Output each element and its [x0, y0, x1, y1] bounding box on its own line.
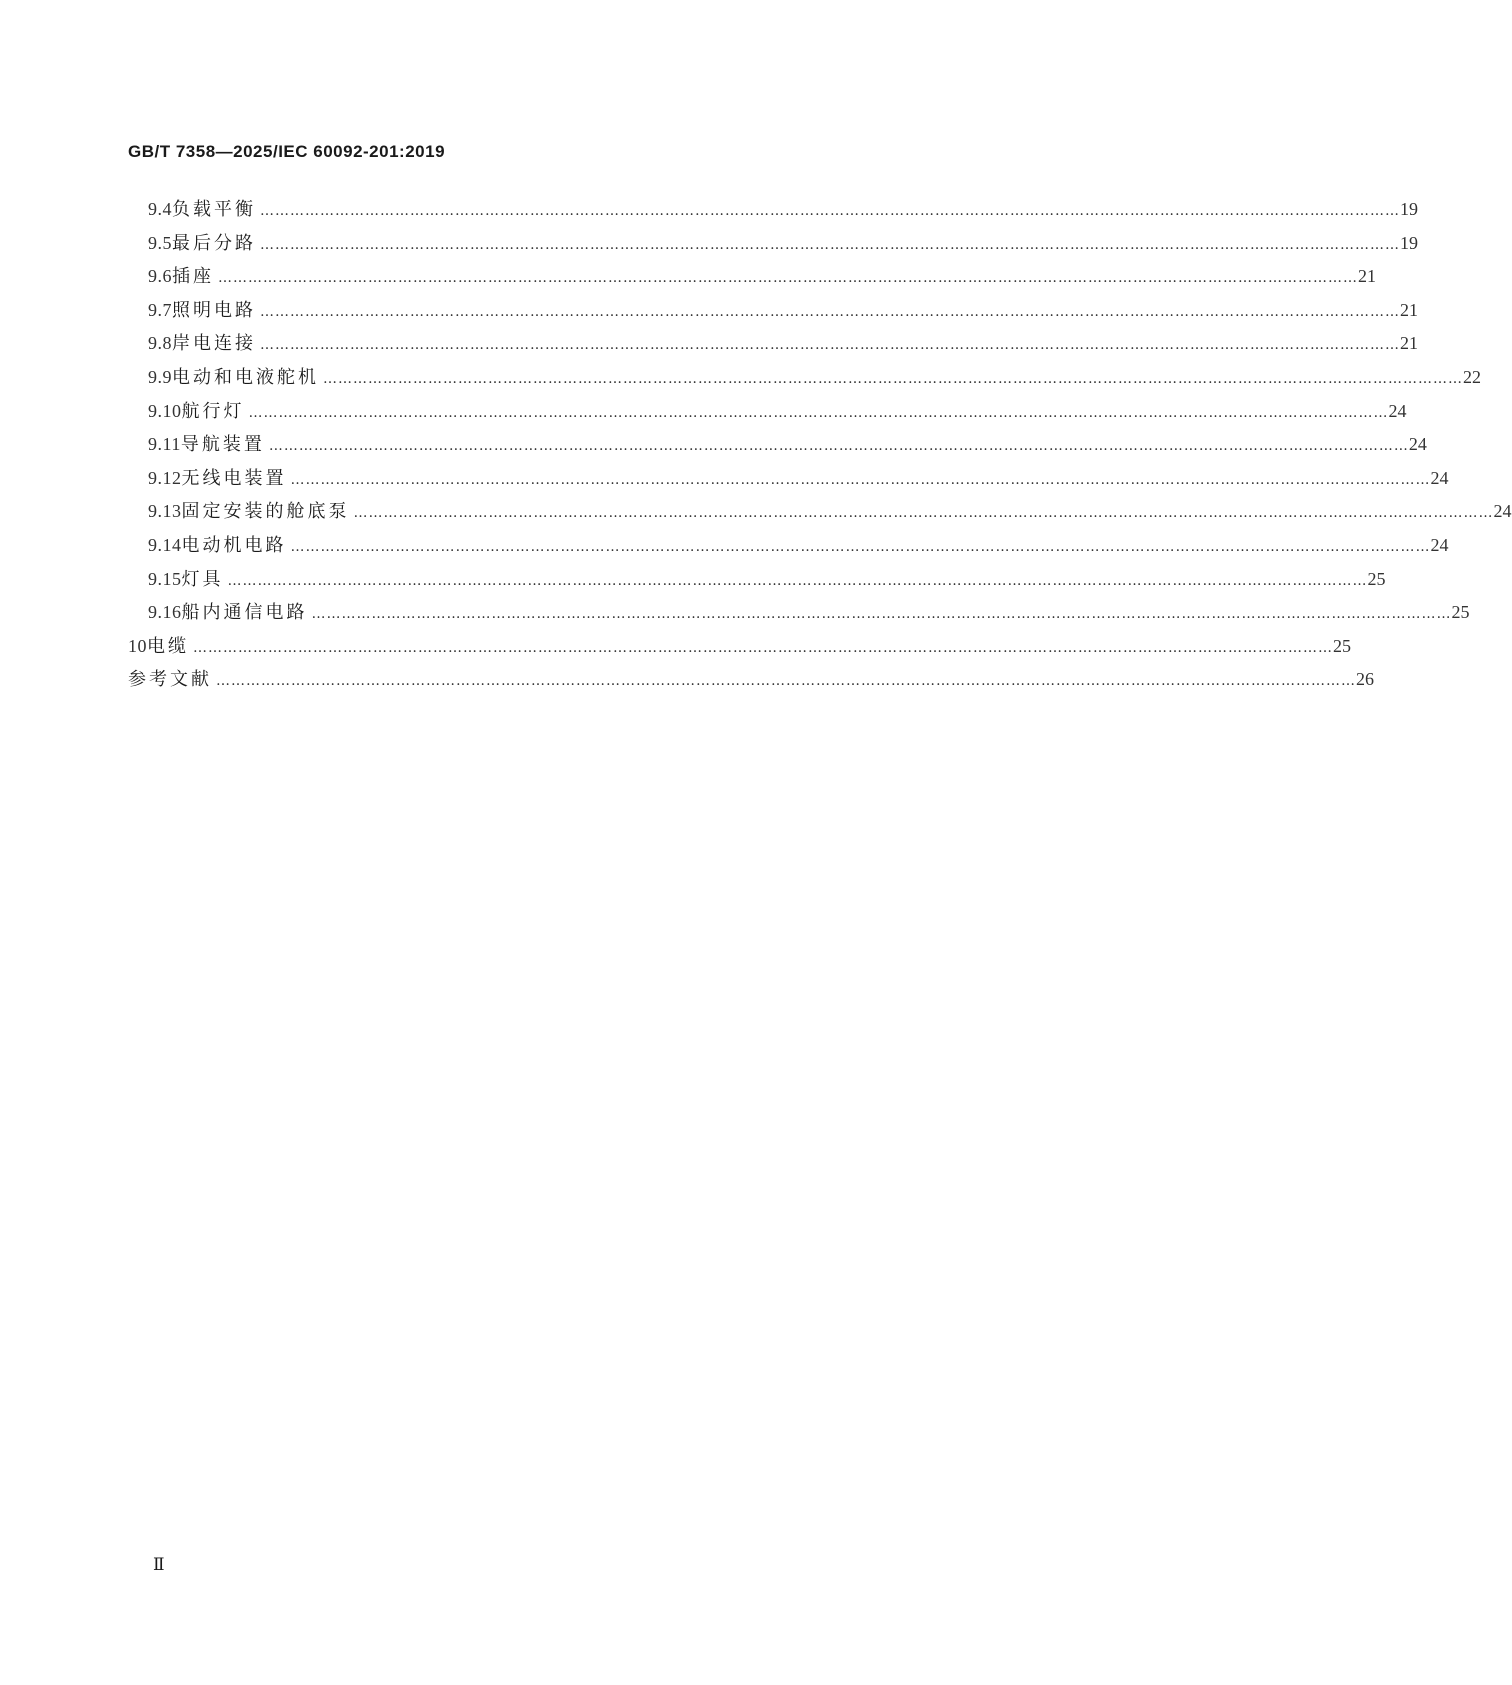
dot-leader: ………………………………………………………………………………………………………………………………………………………………………………………………………… — [193, 639, 1333, 656]
toc-entry-page: 19 — [1400, 232, 1418, 253]
toc-entry-number: 9.13 — [148, 501, 182, 522]
toc-entry-number: 9.15 — [148, 568, 182, 589]
toc-entry-number: 9.14 — [148, 534, 182, 555]
dot-leader: ………………………………………………………………………………………………………………………………………………………………………………………………………… — [218, 270, 1358, 287]
toc-entry-page: 21 — [1400, 333, 1418, 354]
dot-leader: ………………………………………………………………………………………………………………………………………………………………………………………………………… — [290, 471, 1431, 488]
toc-entry-page: 21 — [1358, 266, 1376, 287]
toc-entry-10[interactable] — [128, 630, 1351, 664]
dot-leader: ………………………………………………………………………………………………………………………………………………………………………………………………………… — [260, 236, 1400, 253]
toc-entry-title: 照明电路 — [172, 299, 256, 321]
toc-entry-number: 9.5 — [148, 232, 172, 253]
toc-entry-title: 电缆 — [147, 635, 189, 657]
toc-entry-page: 24 — [1430, 467, 1449, 488]
toc-entry-title: 导航装置 — [180, 434, 265, 456]
toc-entry-title: 参考文献 — [128, 669, 212, 691]
dot-leader: ………………………………………………………………………………………………………………………………………………………………………………………………………… — [248, 404, 1389, 421]
toc-entry-number: 9.4 — [148, 199, 172, 219]
toc-entry-title: 固定安装的舱底泵 — [181, 501, 350, 523]
toc-entry-title: 最后分路 — [172, 232, 256, 254]
dot-leader: ………………………………………………………………………………………………………………………………………………………………………………………………………… — [311, 606, 1452, 623]
toc-entry-number: 9.6 — [148, 266, 172, 287]
toc-entry-number: 9.11 — [148, 434, 181, 455]
toc-entry-title: 航行灯 — [181, 400, 245, 422]
toc-entry-number: 9.10 — [148, 400, 182, 421]
toc-entry-number: 9.12 — [148, 467, 182, 488]
toc-entry-number: 9.7 — [148, 299, 172, 320]
toc-entry-9-12[interactable] — [128, 462, 1449, 496]
dot-leader: ………………………………………………………………………………………………………………………………………………………………………………………………………… — [353, 505, 1494, 522]
toc-entry-title: 船内通信电路 — [181, 602, 308, 624]
toc-entry-page: 24 — [1493, 501, 1512, 522]
toc-entry-title: 无线电装置 — [181, 467, 287, 489]
toc-entry-9-6[interactable] — [128, 260, 1376, 294]
toc-entry-page: 26 — [1356, 669, 1374, 690]
dot-leader: ………………………………………………………………………………………………………………………………………………………………………………………………………… — [260, 337, 1400, 354]
toc-entry-9-16[interactable] — [128, 596, 1470, 630]
toc-entry-9-4[interactable] — [128, 193, 1418, 227]
toc-entry-9-9[interactable] — [128, 361, 1481, 395]
toc-entry-page: 25 — [1367, 568, 1386, 589]
toc-entry-9-5[interactable] — [128, 227, 1418, 261]
toc-entry-page: 25 — [1451, 602, 1470, 623]
document-header — [128, 142, 445, 162]
dot-leader: ………………………………………………………………………………………………………………………………………………………………………………………………………… — [216, 673, 1356, 690]
page-number: Ⅱ — [153, 1555, 165, 1574]
toc-entry-page: 24 — [1430, 534, 1449, 555]
toc-entry-number: 9.8 — [148, 333, 172, 354]
toc-entry-title: 负载平衡 — [172, 199, 256, 220]
toc-entry-page: 24 — [1408, 434, 1427, 455]
toc-entry-9-10[interactable] — [128, 395, 1407, 429]
toc-entry-page: 22 — [1463, 366, 1481, 387]
dot-leader: ………………………………………………………………………………………………………………………………………………………………………………………………………… — [227, 572, 1368, 589]
toc-entry-9-13[interactable] — [128, 495, 1512, 529]
toc-entry-9-8[interactable] — [128, 327, 1418, 361]
toc-entry-title: 岸电连接 — [172, 333, 256, 355]
toc-entry-9-14[interactable] — [128, 529, 1449, 563]
toc-entry-page: 19 — [1400, 199, 1418, 219]
toc-entry-bibliography[interactable] — [128, 663, 1374, 697]
table-of-contents — [128, 193, 1512, 697]
dot-leader: ………………………………………………………………………………………………………………………………………………………………………………………………………… — [260, 303, 1400, 320]
toc-entry-9-7[interactable] — [128, 294, 1418, 328]
toc-entry-title: 灯具 — [181, 568, 224, 590]
toc-entry-9-15[interactable] — [128, 563, 1386, 597]
toc-entry-number: 9.16 — [148, 602, 182, 623]
toc-entry-page: 24 — [1388, 400, 1407, 421]
toc-entry-9-11[interactable] — [128, 428, 1427, 462]
toc-entry-number: 9.9 — [148, 366, 172, 387]
toc-entry-title: 电动和电液舵机 — [172, 366, 319, 388]
toc-entry-page: 21 — [1400, 299, 1418, 320]
toc-entry-number: 10 — [128, 635, 147, 656]
dot-leader: ………………………………………………………………………………………………………………………………………………………………………………………………………… — [290, 538, 1431, 555]
toc-entry-title: 电动机电路 — [181, 534, 287, 556]
dot-leader: ………………………………………………………………………………………………………………………………………………………………………………………………………… — [268, 438, 1409, 455]
standard-number: GB/T 7358—2025/IEC 60092-201:2019 — [128, 142, 446, 161]
dot-leader: ………………………………………………………………………………………………………………………………………………………………………………………………………… — [323, 370, 1463, 387]
toc-entry-page: 25 — [1333, 635, 1351, 656]
dot-leader: ………………………………………………………………………………………………………………………………………………………………………………………………………… — [260, 203, 1400, 219]
toc-entry-title: 插座 — [172, 266, 214, 288]
